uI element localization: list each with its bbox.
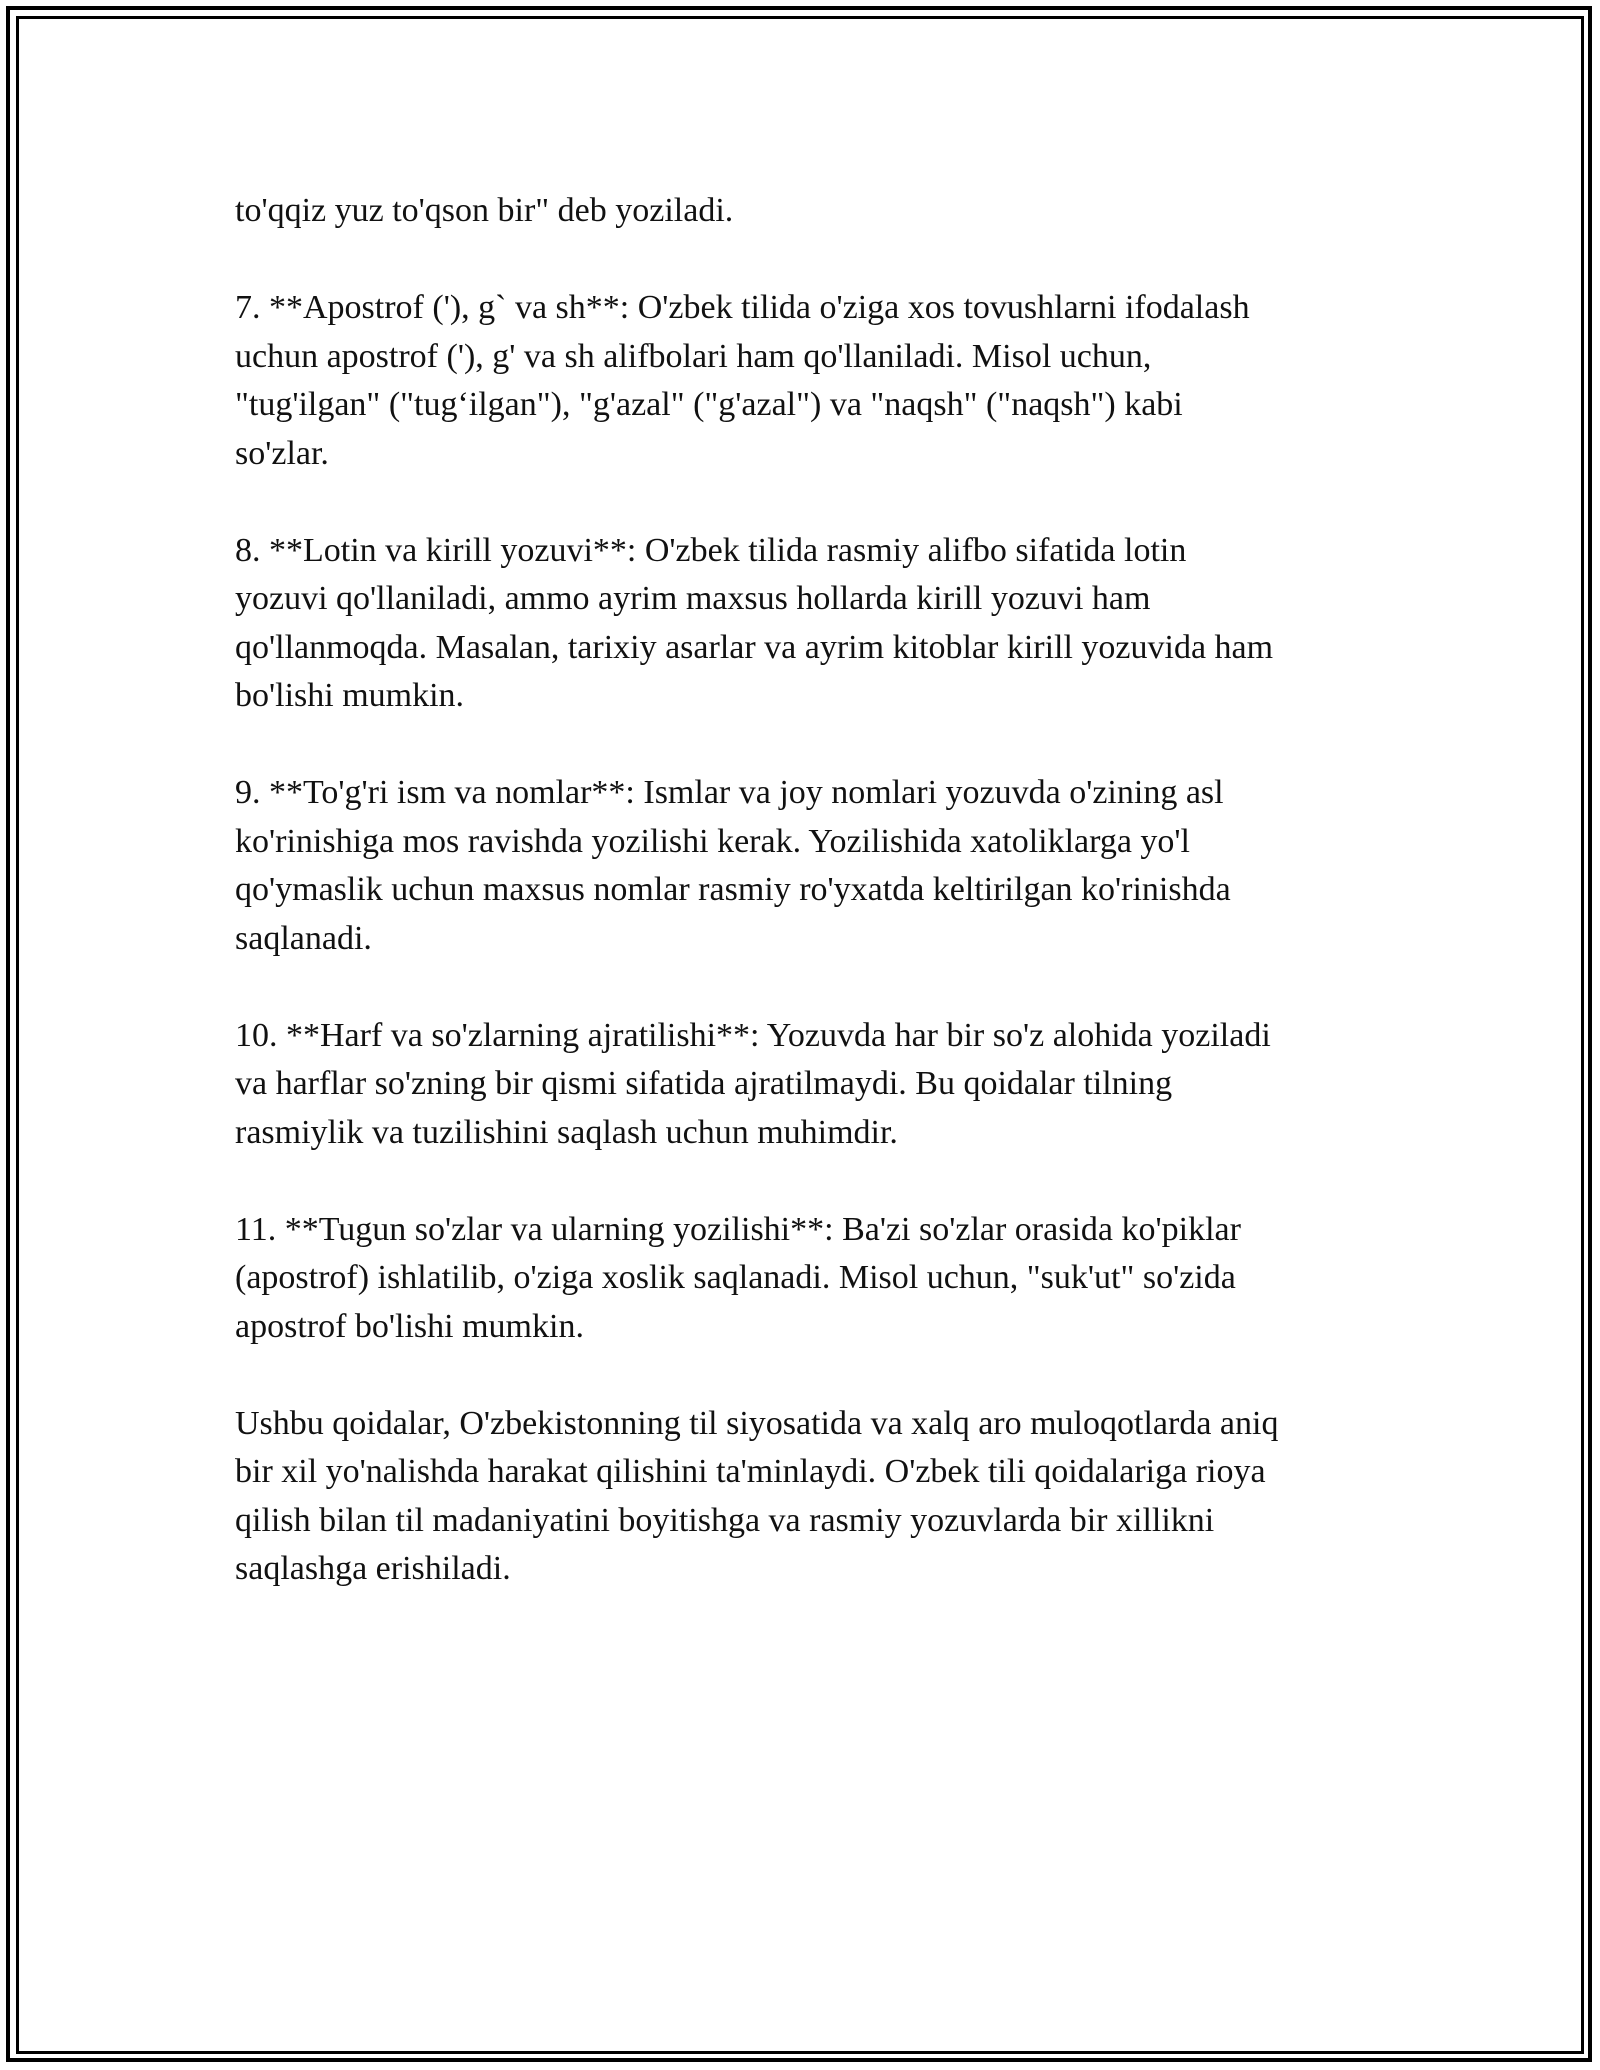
text-line: qo'llanmoqda. Masalan, tarixiy asarlar va ayrim kitoblar kirill yozuvida ham <box>235 628 1274 666</box>
text-line: 8. **Lotin va kirill yozuvi**: O'zbek tilida rasmiy alifbo sifatida lotin <box>235 531 1187 569</box>
text-line: ko'rinishiga mos ravishda yozilishi kerak. Yozilishida xatoliklarga yo'l <box>235 822 1191 860</box>
text-line: 11. **Tugun so'zlar va ularning yozilishi**: Ba'zi so'zlar orasida ko'piklar <box>235 1210 1241 1248</box>
text-line: (apostrof) ishlatilib, o'ziga xoslik saqlanadi. Misol uchun, "suk'ut" so'zida <box>235 1259 1236 1296</box>
paragraph-item-11 <box>235 1206 1375 1352</box>
paragraph-item-7 <box>235 284 1375 478</box>
text-line: "tug'ilgan" ("tug‘ilgan"), "g'azal" ("g'azal") va "naqsh" ("naqsh") kabi <box>235 386 1183 423</box>
text-line: apostrof bo'lishi mumkin. <box>235 1307 584 1345</box>
text-line: bir xil yo'nalishda harakat qilishini ta'minlaydi. O'zbek tili qoidalariga rioya <box>235 1453 1266 1490</box>
paragraph-intro-tail <box>235 187 1375 236</box>
text-line: saqlanadi. <box>235 919 372 957</box>
text-line: to'qqiz yuz to'qson bir" deb yoziladi. <box>235 192 734 229</box>
text-line: yozuvi qo'llaniladi, ammo ayrim maxsus hollarda kirill yozuvi ham <box>235 580 1151 617</box>
text-line: 10. **Harf va so'zlarning ajratilishi**: Yozuvda har bir so'z alohida yoziladi <box>235 1016 1271 1054</box>
text-line: qilish bilan til madaniyatini boyitishga va rasmiy yozuvlarda bir xillikni <box>235 1501 1215 1539</box>
document-body <box>235 187 1375 1642</box>
paragraph-conclusion <box>235 1400 1375 1594</box>
text-line: uchun apostrof ('), g' va sh alifbolari ham qo'llaniladi. Misol uchun, <box>235 337 1152 375</box>
text-line: so'zlar. <box>235 434 329 472</box>
text-line: 9. **To'g'ri ism va nomlar**: Ismlar va joy nomlari yozuvda o'zining asl <box>235 774 1224 811</box>
text-line: va harflar so'zning bir qismi sifatida ajratilmaydi. Bu qoidalar tilning <box>235 1065 1173 1102</box>
paragraph-item-10 <box>235 1012 1375 1158</box>
text-line: bo'lishi mumkin. <box>235 677 465 714</box>
paragraph-item-8 <box>235 527 1375 721</box>
text-line: saqlashga erishiladi. <box>235 1550 511 1587</box>
text-line: rasmiylik va tuzilishini saqlash uchun muhimdir. <box>235 1113 898 1151</box>
text-line: Ushbu qoidalar, O'zbekistonning til siyosatida va xalq aro muloqotlarda aniq <box>235 1404 1279 1442</box>
paragraph-item-9 <box>235 769 1375 963</box>
text-line: qo'ymaslik uchun maxsus nomlar rasmiy ro'yxatda keltirilgan ko'rinishda <box>235 871 1231 908</box>
text-line: 7. **Apostrof ('), g` va sh**: O'zbek tilida o'ziga xos tovushlarni ifodalash <box>235 289 1250 326</box>
